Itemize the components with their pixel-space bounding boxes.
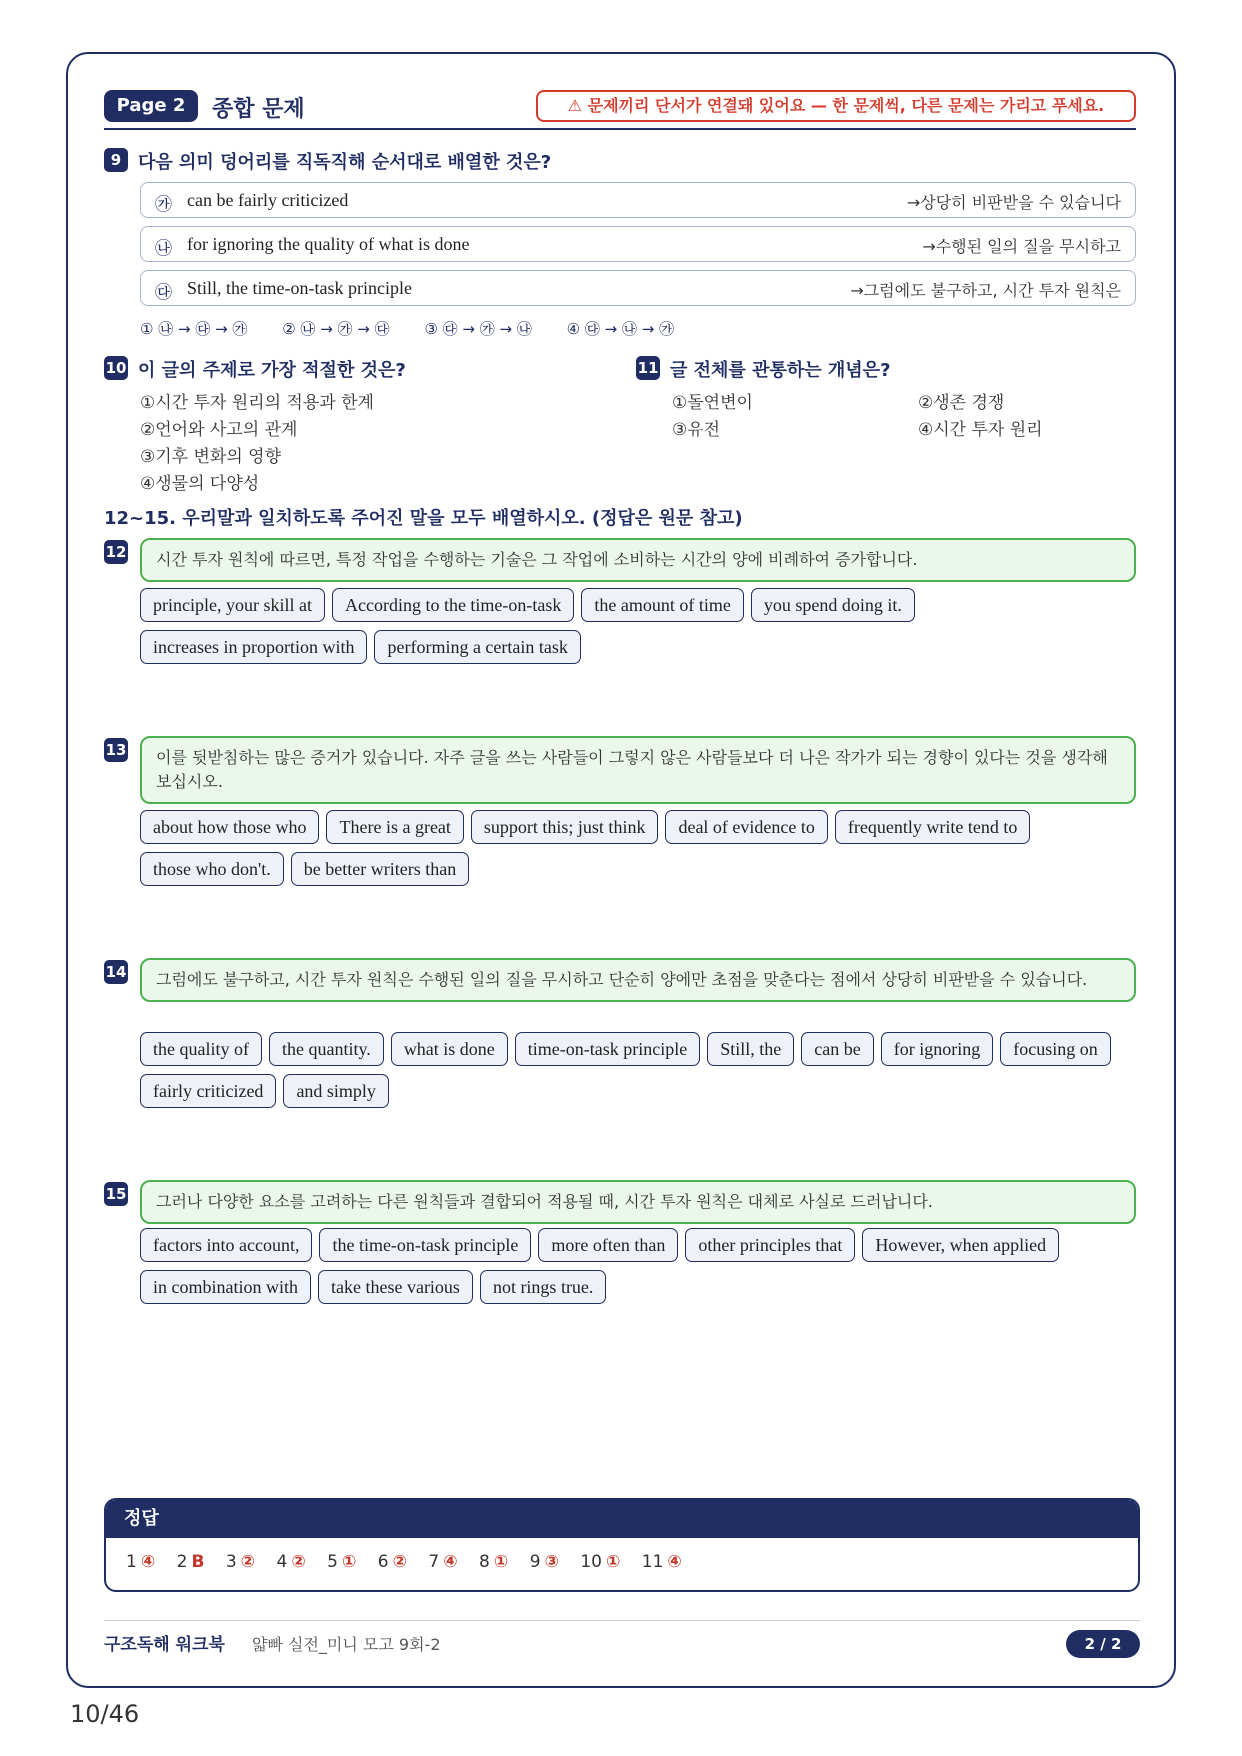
answer-item: 2 B [176,1552,205,1572]
q15-prompt: 그러나 다양한 요소를 고려하는 다른 원칙들과 결합되어 적용될 때, 시간 투자 원칙은 대체로 사실로 드러납니다. [140,1180,1136,1224]
q9-number: 9 [104,148,128,172]
page-indicator: 2 / 2 [1066,1630,1140,1658]
page-number: 10/46 [70,1700,140,1728]
word-chip[interactable]: take these various [318,1270,473,1304]
q10-option[interactable]: ③기후 변화의 영향 [140,447,282,467]
q11-option[interactable]: ③유전 [672,420,721,440]
q12-chips [140,588,1140,672]
q13-number: 13 [104,738,128,762]
answer-panel [104,1498,1140,1592]
footer-book-title: 구조독해 워크북 [104,1635,225,1655]
q14-prompt: 그럼에도 불구하고, 시간 투자 원칙은 수행된 일의 질을 무시하고 단순히 양에만 초점을 맞춘다는 점에서 상당히 비판받을 수 있습니다. [140,958,1136,1002]
q9-options [140,318,704,339]
word-chip[interactable]: focusing on [1000,1032,1111,1066]
answer-item: 11 ④ [641,1552,682,1572]
answer-item: 8 ① [479,1552,509,1572]
answer-panel-title: 정답 [106,1500,1138,1538]
q10-option[interactable]: ④생물의 다양성 [140,474,260,494]
word-chip[interactable]: can be [801,1032,873,1066]
header-divider [104,128,1136,130]
q10-option[interactable]: ①시간 투자 원리의 적용과 한계 [140,393,374,413]
word-chip[interactable]: in combination with [140,1270,311,1304]
word-chip[interactable]: factors into account, [140,1228,312,1262]
q9-option[interactable]: ④ ㉰ → ㉯ → ㉮ [566,320,675,338]
answer-item: 6 ② [377,1552,407,1572]
q9-option[interactable]: ① ㉯ → ㉰ → ㉮ [140,320,248,338]
chunk-marker: ㉰ [155,283,172,303]
q15-chips [140,1228,1140,1312]
q13-chips [140,810,1140,894]
word-chip[interactable]: the time-on-task principle [319,1228,531,1262]
q10-number: 10 [104,356,128,380]
q10-option[interactable]: ②언어와 사고의 관계 [140,420,298,440]
q9-title: 다음 의미 덩어리를 직독직해 순서대로 배열한 것은? [138,152,552,173]
word-chip[interactable]: be better writers than [291,852,469,886]
footer-subtitle: 얇빠 실전_미니 모고 9회-2 [252,1635,441,1654]
word-chip[interactable]: and simply [283,1074,389,1108]
chunk-marker: ㉯ [155,239,172,259]
answer-item: 3 ② [225,1552,256,1572]
q9-chunk [140,226,1136,262]
chunk-english: for ignoring the quality of what is done [187,234,470,254]
q9-option[interactable]: ② ㉯ → ㉮ → ㉰ [282,320,390,338]
answer-list [126,1552,698,1572]
answer-item: 9 ③ [529,1552,559,1572]
q11-title: 글 전체를 관통하는 개념은? [670,360,891,381]
answer-item: 4 ② [276,1552,306,1572]
q14-number: 14 [104,960,128,984]
q13-prompt: 이를 뒷받침하는 많은 증거가 있습니다. 자주 글을 쓰는 사람들이 그렇지 않은 사람들보다 더 나은 작가가 되는 경향이 있다는 것을 생각해 보십시오. [140,736,1136,804]
word-chip[interactable]: those who don't. [140,852,284,886]
word-chip[interactable]: increases in proportion with [140,630,367,664]
word-chip[interactable]: about how those who [140,810,319,844]
q9-chunk [140,182,1136,218]
word-chip[interactable]: principle, your skill at [140,588,325,622]
q12-prompt: 시간 투자 원칙에 따르면, 특정 작업을 수행하는 기술은 그 작업에 소비하는 시간의 양에 비례하여 증가합니다. [140,538,1136,582]
footer-divider [104,1620,1140,1621]
chunk-korean: →그럼에도 불구하고, 시간 투자 원칙은 [850,281,1121,300]
chunk-english: can be fairly criticized [187,190,349,210]
word-chip[interactable]: Still, the [707,1032,794,1066]
warning-banner: ⚠ 문제끼리 단서가 연결돼 있어요 — 한 문제씩, 다른 문제는 가리고 푸세요. [536,90,1136,122]
q15-number: 15 [104,1182,128,1206]
word-chip[interactable]: for ignoring [881,1032,993,1066]
word-chip[interactable]: what is done [391,1032,508,1066]
chunk-korean: →상당히 비판받을 수 있습니다 [906,193,1121,212]
answer-item: 1 ④ [126,1552,156,1572]
word-chip[interactable]: fairly criticized [140,1074,276,1108]
word-chip[interactable]: time-on-task principle [515,1032,700,1066]
word-chip[interactable]: According to the time-on-task [332,588,574,622]
word-chip[interactable]: the quality of [140,1032,262,1066]
page-badge: Page 2 [104,90,198,122]
word-chip[interactable]: There is a great [326,810,463,844]
q11-number: 11 [636,356,660,380]
word-chip[interactable]: other principles that [685,1228,855,1262]
word-chip[interactable]: the amount of time [581,588,743,622]
word-chip[interactable]: not rings true. [480,1270,607,1304]
section-heading: 종합 문제 [212,97,305,122]
q9-chunk [140,270,1136,306]
word-chip[interactable]: support this; just think [471,810,659,844]
section-instructions: 12~15. 우리말과 일치하도록 주어진 말을 모두 배열하시오. (정답은 원문 참고) [104,508,743,529]
word-chip[interactable]: deal of evidence to [665,810,827,844]
answer-item: 7 ④ [428,1552,458,1572]
word-chip[interactable]: However, when applied [862,1228,1059,1262]
answer-item: 5 ① [327,1552,357,1572]
chunk-korean: →수행된 일의 질을 무시하고 [922,237,1121,256]
q10-title: 이 글의 주제로 가장 적절한 것은? [138,360,406,381]
q11-option[interactable]: ②생존 경쟁 [918,393,1005,413]
q12-number: 12 [104,540,128,564]
word-chip[interactable]: the quantity. [269,1032,384,1066]
q9-option[interactable]: ③ ㉰ → ㉮ → ㉯ [424,320,532,338]
chunk-english: Still, the time-on-task principle [187,278,412,298]
answer-item: 10 ① [580,1552,621,1572]
chunk-marker: ㉮ [155,195,172,215]
word-chip[interactable]: you spend doing it. [751,588,915,622]
q11-option[interactable]: ④시간 투자 원리 [918,420,1043,440]
word-chip[interactable]: frequently write tend to [835,810,1030,844]
q11-option[interactable]: ①돌연변이 [672,393,753,413]
word-chip[interactable]: performing a certain task [374,630,580,664]
word-chip[interactable]: more often than [538,1228,678,1262]
q14-chips [140,1032,1140,1116]
